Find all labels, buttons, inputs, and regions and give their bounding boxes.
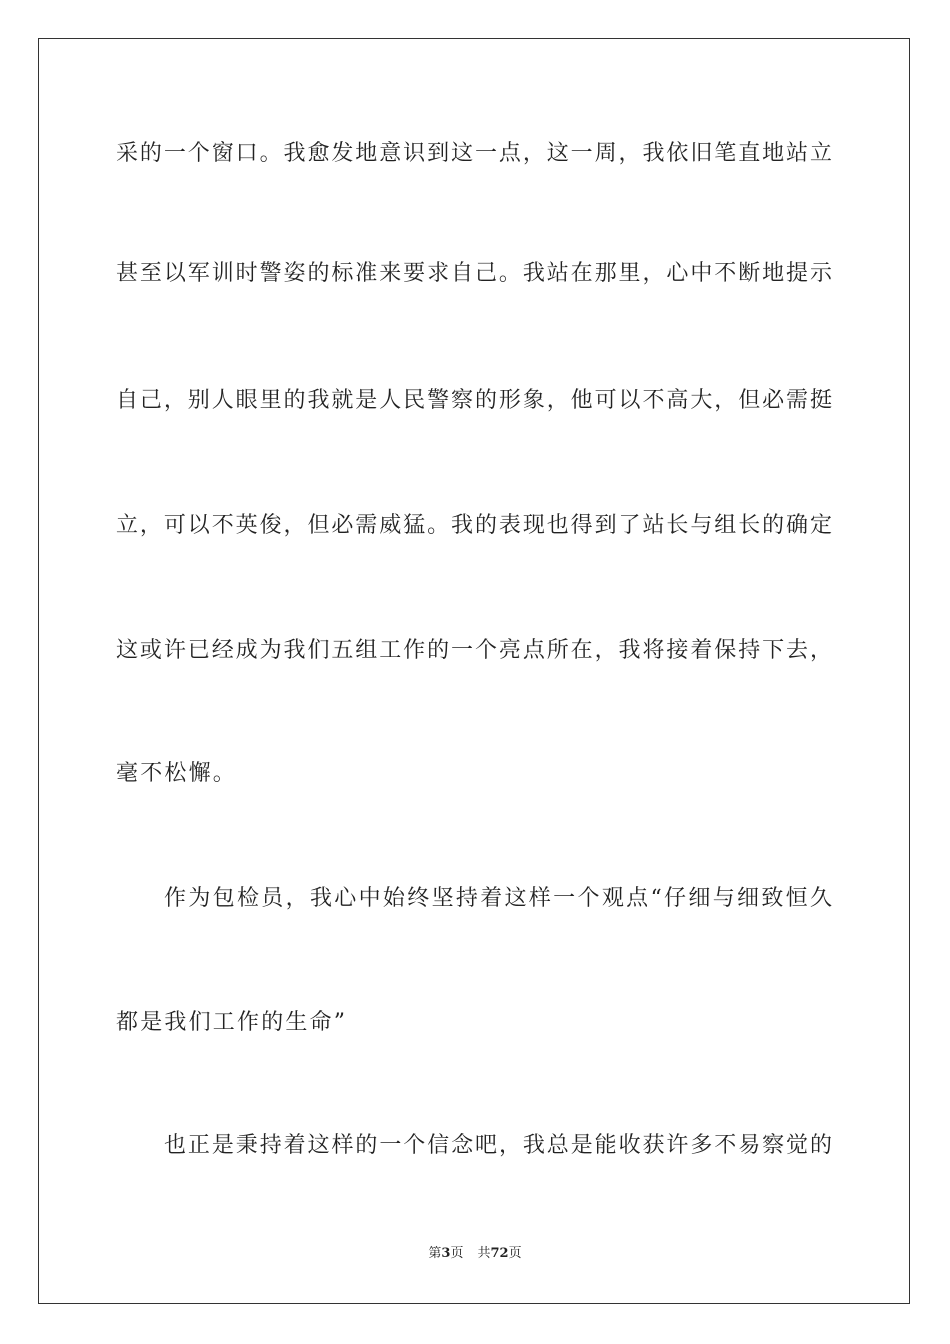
text-line-7: 作为包检员，我心中始终坚持着这样一个观点“仔细与细致恒久 bbox=[164, 886, 832, 911]
text-line-3: 自己，别人眼里的我就是人民警察的形象，他可以不高大，但必需挺 bbox=[116, 388, 832, 413]
page-prefix: 第 bbox=[428, 1246, 442, 1261]
text-line-8: 都是我们工作的生命” bbox=[116, 1010, 348, 1035]
text-line-4: 立，可以不英俊，但必需威猛。我的表现也得到了站长与组长的确定 bbox=[116, 513, 832, 538]
page-frame bbox=[38, 38, 910, 1304]
total-prefix: 共 bbox=[477, 1246, 491, 1261]
total-suffix: 页 bbox=[508, 1246, 522, 1261]
text-line-2: 甚至以军训时警姿的标准来要求自己。我站在那里，心中不断地提示 bbox=[116, 261, 832, 286]
page-suffix: 页 bbox=[450, 1246, 464, 1261]
total-pages: 72 bbox=[490, 1246, 509, 1261]
text-line-5: 这或许已经成为我们五组工作的一个亮点所在，我将接着保持下去， bbox=[116, 638, 832, 663]
page-footer bbox=[0, 1245, 950, 1263]
text-line-1: 采的一个窗口。我愈发地意识到这一点，这一周，我依旧笔直地站立 bbox=[116, 141, 832, 166]
text-line-6: 毫不松懈。 bbox=[116, 761, 238, 786]
text-line-9: 也正是秉持着这样的一个信念吧，我总是能收获许多不易察觉的 bbox=[164, 1133, 832, 1158]
page-number: 3 bbox=[441, 1246, 451, 1261]
